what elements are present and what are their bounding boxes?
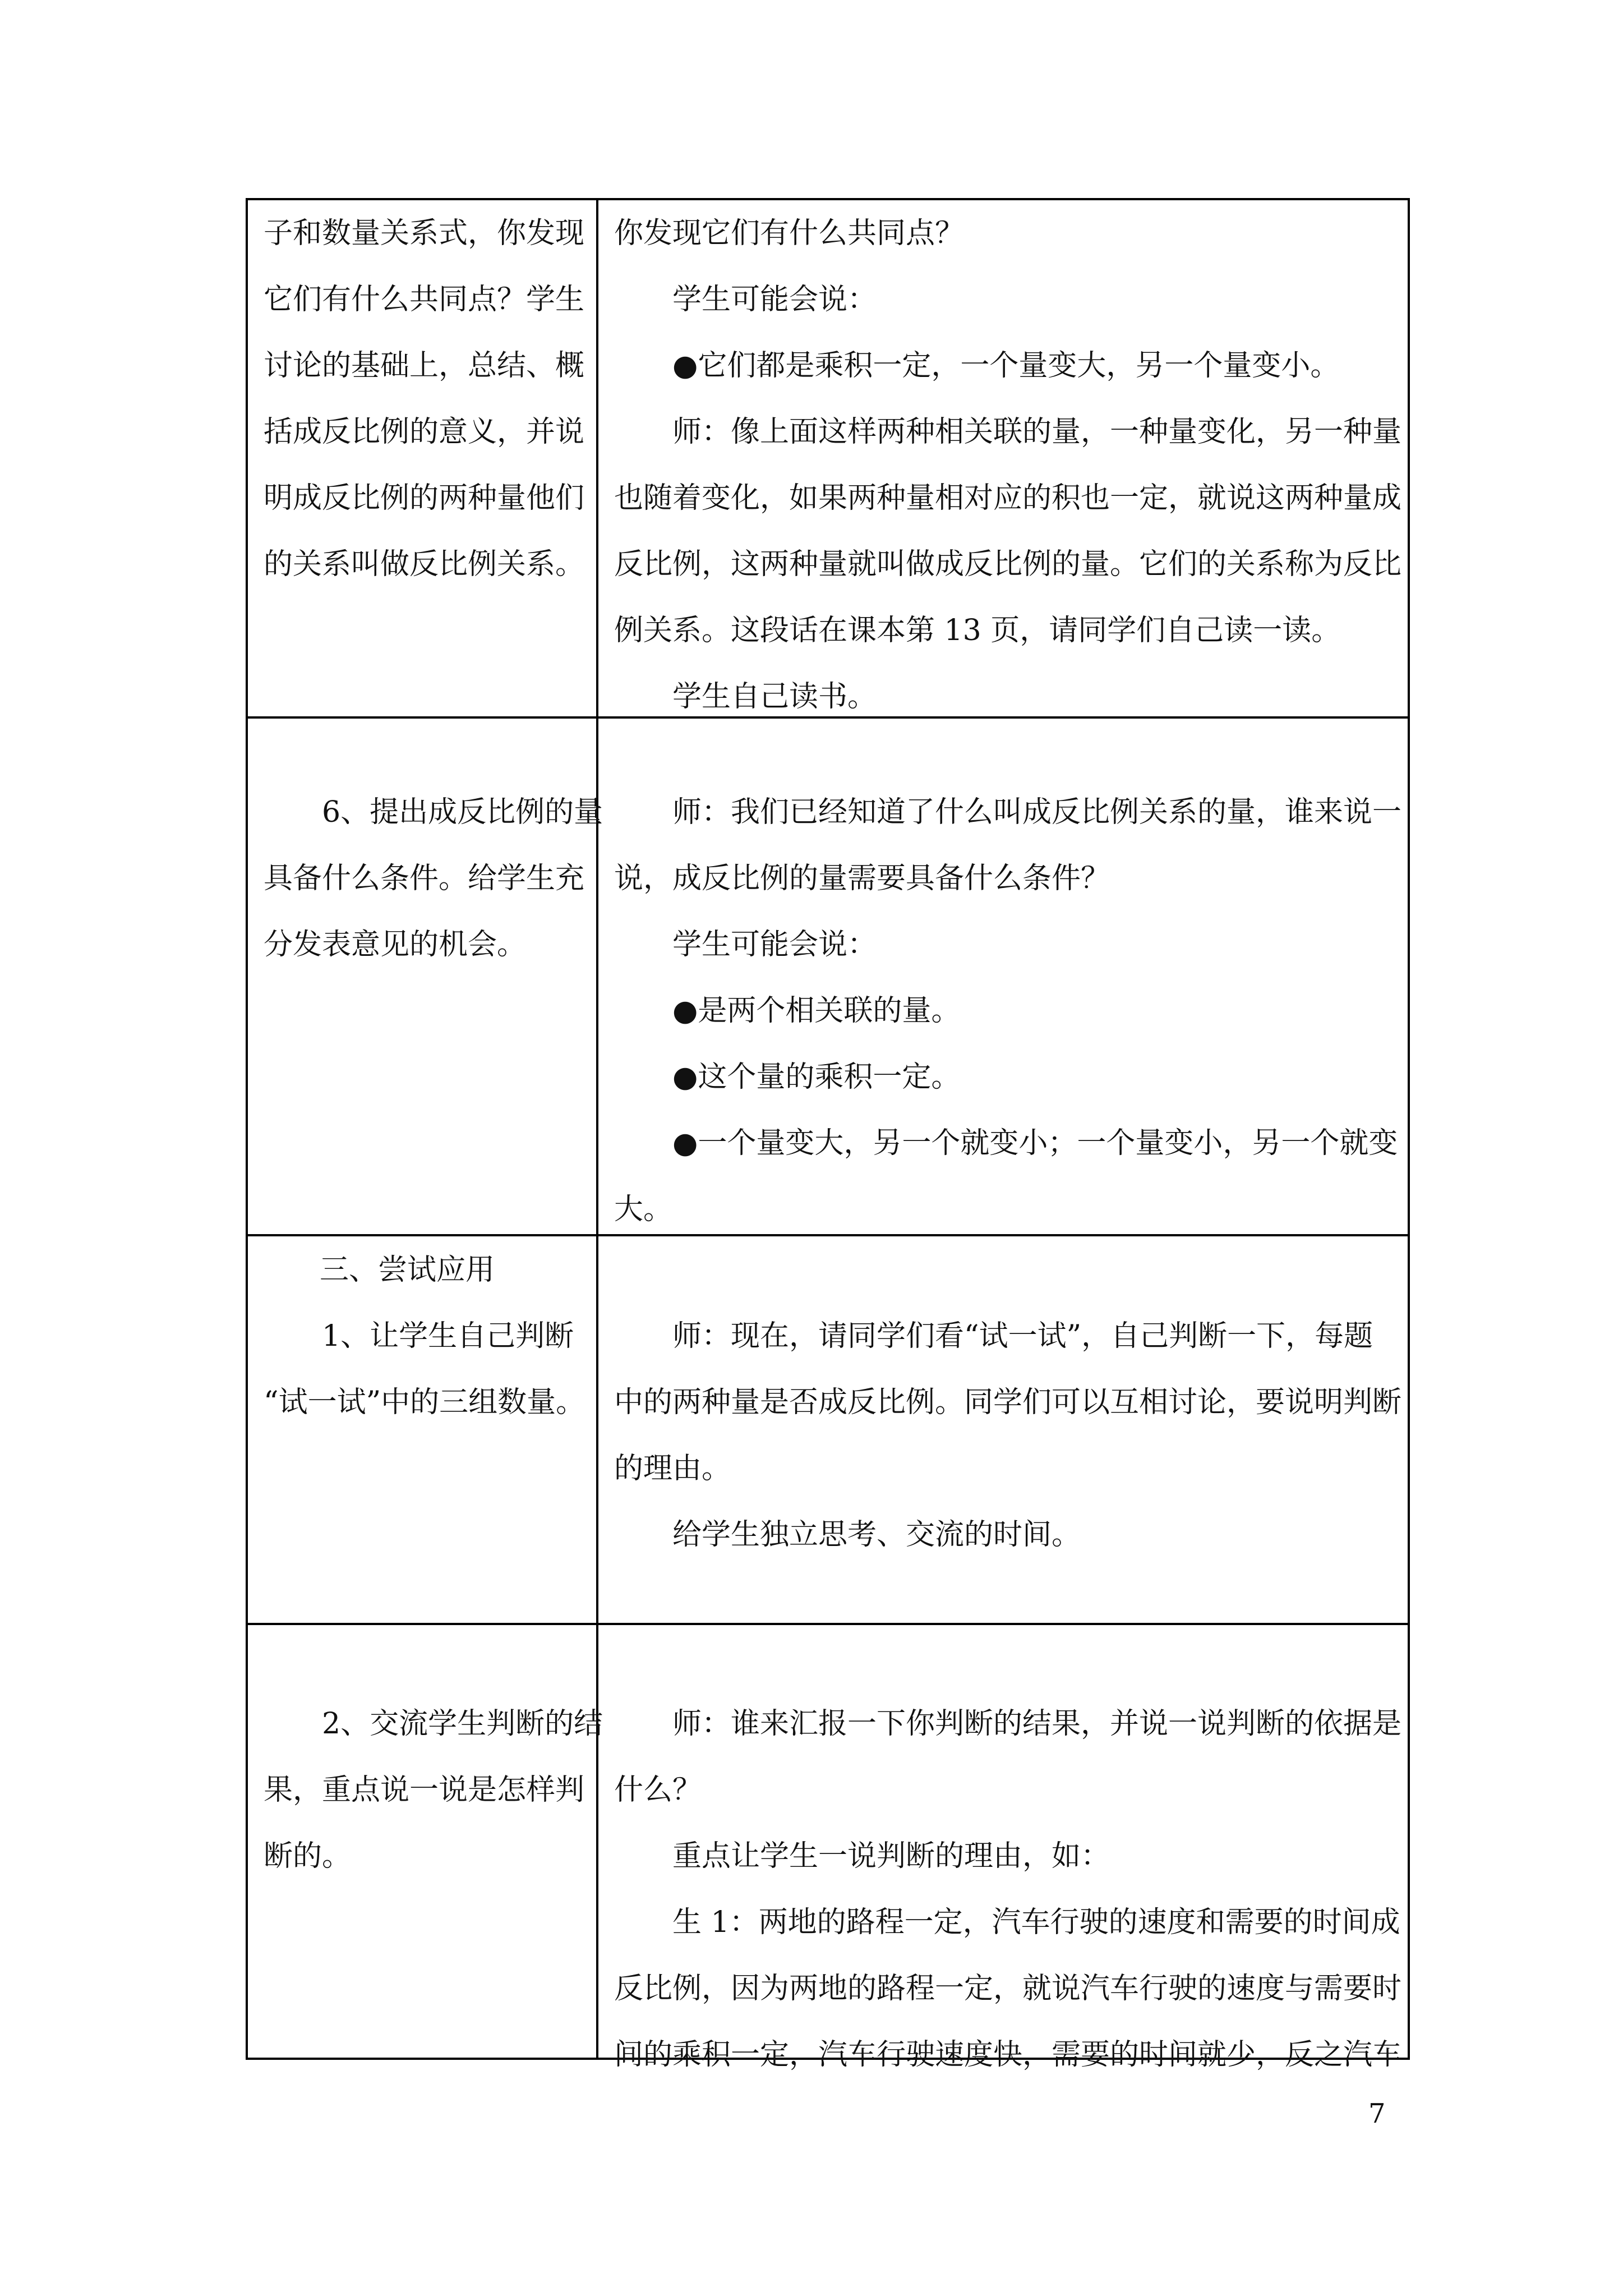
text-line: 断的。 [264, 1839, 352, 1873]
row3-right-cell [614, 1303, 1402, 1568]
text-line: 果，重点说一说是怎样判 [264, 1773, 585, 1807]
row2-left-cell [264, 779, 603, 978]
text-line: ●这个量的乘积一定。 [672, 1060, 961, 1094]
table-column-divider [596, 198, 598, 2060]
page-number: 7 [1368, 2098, 1386, 2129]
text-line: 的关系叫做反比例关系。 [264, 547, 585, 581]
text-line: 生 1：两地的路程一定，汽车行驶的速度和需要的时间成 [672, 1906, 1400, 1939]
text-line: 大。 [614, 1193, 673, 1226]
text-line: 学生可能会说： [672, 928, 877, 961]
table-border-left [246, 198, 248, 2060]
row1-right-cell [614, 200, 1402, 730]
text-line: 括成反比例的意义，并说 [264, 415, 585, 449]
text-line: 中的两种量是否成反比例。同学们可以互相讨论，要说明判断 [614, 1386, 1402, 1419]
table-border-right [1408, 198, 1410, 2060]
text-line: 的理由。 [614, 1452, 731, 1485]
text-line: ●它们都是乘积一定，一个量变大，另一个量变小。 [672, 349, 1340, 383]
row-divider-3 [246, 1623, 1410, 1625]
section-heading: 三、尝试应用 [320, 1253, 495, 1287]
text-line: “试一试”中的三组数量。 [264, 1386, 585, 1419]
text-line: 2、交流学生判断的结 [322, 1707, 603, 1741]
text-line: 间的乘积一定，汽车行驶速度快，需要的时间就少，反之汽车 [614, 2038, 1402, 2072]
text-line: 重点让学生一说判断的理由，如： [672, 1839, 1110, 1873]
text-line: 分发表意见的机会。 [264, 928, 527, 961]
text-line: 师：谁来汇报一下你判断的结果，并说一说判断的依据是 [672, 1707, 1402, 1741]
text-line: ●一个量变大，另一个就变小；一个量变小，另一个就变 [672, 1126, 1398, 1160]
text-line: 什么？ [614, 1773, 702, 1807]
text-line: ●是两个相关联的量。 [672, 994, 961, 1028]
text-line: 师：像上面这样两种相关联的量，一种量变化，另一种量 [672, 415, 1402, 449]
text-line: 具备什么条件。给学生充 [264, 862, 585, 895]
text-line: 学生自己读书。 [672, 680, 877, 714]
text-line: 子和数量关系式，你发现 [264, 217, 585, 250]
row1-left-cell [264, 200, 585, 597]
text-line: 反比例，因为两地的路程一定，就说汽车行驶的速度与需要时 [614, 1972, 1402, 2005]
text-line: 学生可能会说： [672, 283, 877, 316]
text-line: 1、让学生自己判断 [322, 1319, 574, 1353]
row4-left-cell [264, 1691, 603, 1889]
row4-right-cell [614, 1691, 1402, 2088]
text-line: 例关系。这段话在课本第 13 页，请同学们自己读一读。 [614, 614, 1341, 647]
text-line: 讨论的基础上，总结、概 [264, 349, 585, 383]
text-line: 师：我们已经知道了什么叫成反比例关系的量，谁来说一 [672, 795, 1402, 829]
text-line: 也随着变化，如果两种量相对应的积也一定，就说这两种量成 [614, 481, 1402, 515]
text-line: 给学生独立思考、交流的时间。 [672, 1518, 1081, 1552]
row2-right-cell [614, 779, 1402, 1243]
row3-left-cell [264, 1237, 585, 1435]
text-line: 6、提出成反比例的量 [322, 795, 603, 829]
text-line: 反比例，这两种量就叫做成反比例的量。它们的关系称为反比 [614, 547, 1402, 581]
text-line: 师：现在，请同学们看“试一试”，自己判断一下，每题 [672, 1319, 1373, 1353]
text-line: 说，成反比例的量需要具备什么条件？ [614, 862, 1110, 895]
text-line: 明成反比例的两种量他们 [264, 481, 585, 515]
text-line: 你发现它们有什么共同点？ [614, 217, 965, 250]
text-line: 它们有什么共同点？学生 [264, 283, 585, 316]
